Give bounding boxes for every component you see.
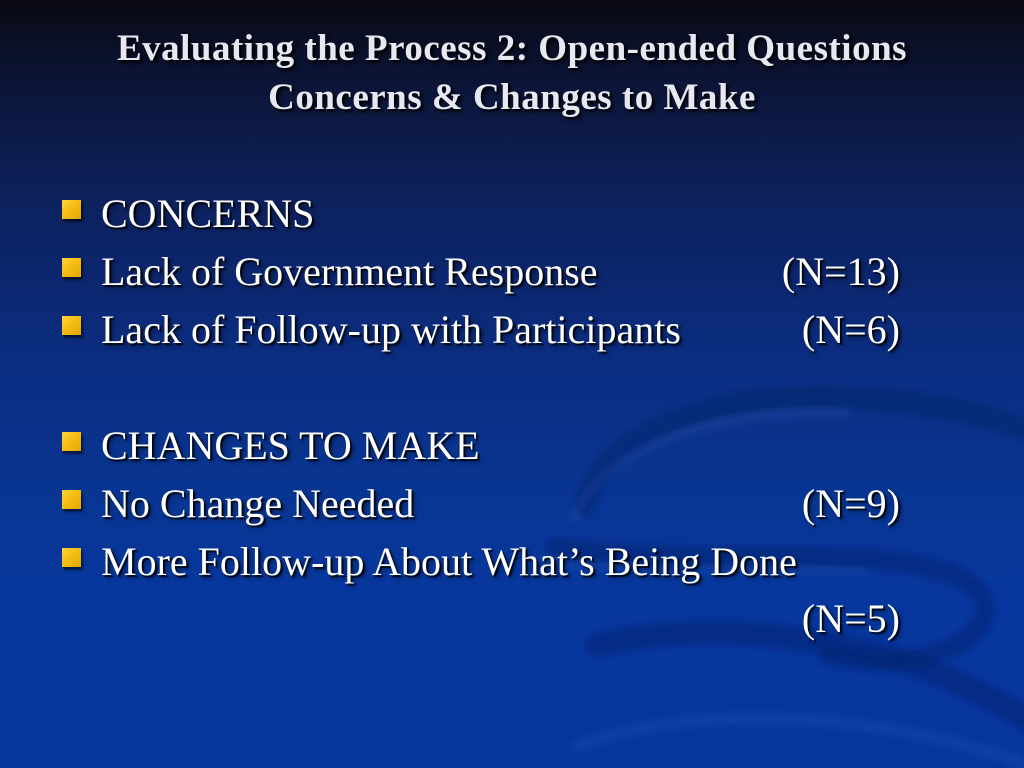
bullet-n-value: (N=13) [781,249,900,294]
bullet-square-icon [62,490,81,509]
bullet-square-icon [62,258,81,277]
bullet-label: Lack of Government Response [101,249,598,294]
bullet-n-value: (N=9) [801,481,900,526]
slide-title [0,24,1024,122]
bullet-square-icon [62,548,81,567]
bullet-square-icon [62,316,81,335]
bullet-label: CHANGES TO MAKE [101,423,480,468]
bullet-square-icon [62,200,81,219]
list-item-concerns-header [62,186,900,244]
list-item-no-change [62,476,900,534]
list-item-changes-header [62,418,900,476]
list-item-government-response [62,244,900,302]
list-item-more-follow-up [62,534,900,650]
bullet-n-value: (N=5) [801,596,900,641]
bullet-label: More Follow-up About What’s Being Done [101,539,797,584]
bullet-label: No Change Needed [101,481,415,526]
slide-title-line2: Concerns & Changes to Make [268,77,756,118]
bullet-n-value: (N=6) [801,307,900,352]
bullet-square-icon [62,432,81,451]
bullet-label: Lack of Follow-up with Participants [101,307,681,352]
list-item-follow-up-participants [62,302,900,360]
bullet-list [62,186,900,650]
bullet-label: CONCERNS [101,191,315,236]
slide-title-line1: Evaluating the Process 2: Open-ended Questions [116,28,908,69]
